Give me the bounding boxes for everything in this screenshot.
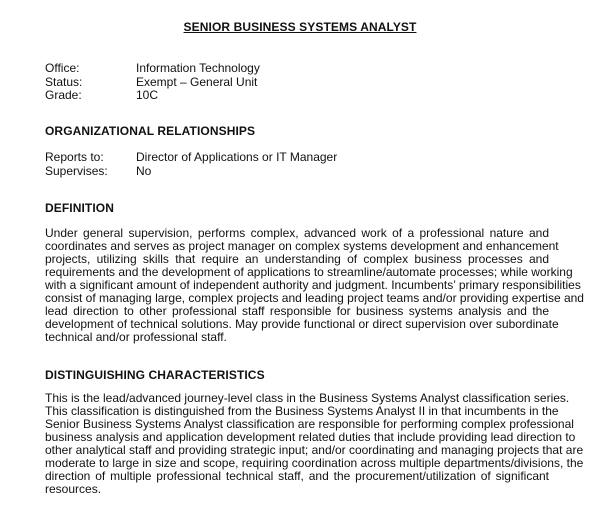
org-value: Director of Applications or IT Manager [136, 150, 338, 164]
info-row-office [45, 62, 260, 76]
paragraph-line: business analysis and application development related duties that include providing lead direction to [45, 430, 576, 444]
info-value: Exempt – General Unit [136, 74, 258, 89]
paragraph-line: other analytical staff and providing strategic input; and/or coordinating and managing projects that are [45, 443, 584, 457]
info-label: Status: [45, 74, 83, 89]
info-value: 10C [136, 88, 159, 102]
info-label: Grade: [45, 88, 82, 102]
org-relationships-block [45, 151, 337, 178]
org-row-supervises [45, 165, 337, 179]
info-row-status [45, 76, 260, 90]
info-value: Information Technology [136, 61, 260, 75]
paragraph-line: moderate to large in size and scope, requiring coordination across multiple departments/divisions, the [45, 456, 584, 470]
info-label: Office: [45, 61, 80, 75]
org-label: Supervises: [45, 163, 108, 178]
paragraph-line: This classification is distinguished from the Business Systems Analyst II in that incumbents in the [45, 404, 559, 418]
distinguishing-heading: DISTINGUISHING CHARACTERISTICS [45, 368, 265, 382]
paragraph-line: requirements and the development of applications to streamline/automate processes; while working [45, 265, 573, 279]
paragraph-line: direction of multiple professional technical staff, and the procurement/utilization of significant [45, 469, 549, 483]
paragraph-line: development of technical solutions. May provide functional or direct supervision over subordinate [45, 317, 559, 331]
distinguishing-paragraph [45, 391, 584, 496]
paragraph-line: resources. [45, 482, 102, 496]
paragraph-line: projects, utilizing skills that require an understanding of complex business processes and [45, 252, 549, 266]
info-row-grade [45, 89, 260, 103]
document-title: SENIOR BUSINESS SYSTEMS ANALYST [183, 20, 417, 34]
paragraph-line: lead direction to other professional staff responsible for business systems analysis and the [45, 304, 549, 318]
paragraph-line: consist of managing large, complex projects and leading project teams and/or providing expertise and [45, 291, 584, 305]
definition-heading: DEFINITION [45, 201, 114, 215]
org-relationships-heading: ORGANIZATIONAL RELATIONSHIPS [45, 124, 256, 138]
org-value: No [136, 163, 152, 178]
paragraph-line: coordinates and serves as project manager on complex systems development and enhancement [45, 239, 559, 253]
job-info-block [45, 62, 260, 103]
org-label: Reports to: [45, 150, 104, 164]
paragraph-line: with a significant amount of independent authority and judgment. Incumbents’ primary responsibilities [45, 278, 581, 292]
org-row-reports-to [45, 151, 337, 165]
paragraph-line: This is the lead/advanced journey-level class in the Business Systems Analyst classification series. [45, 391, 570, 405]
paragraph-line: Senior Business Systems Analyst classification are responsible for performing complex professional [45, 417, 574, 431]
paragraph-line: Under general supervision, performs complex, advanced work of a professional nature and [45, 226, 549, 240]
paragraph-line: technical and/or professional staff. [45, 330, 227, 344]
definition-paragraph [45, 226, 584, 344]
